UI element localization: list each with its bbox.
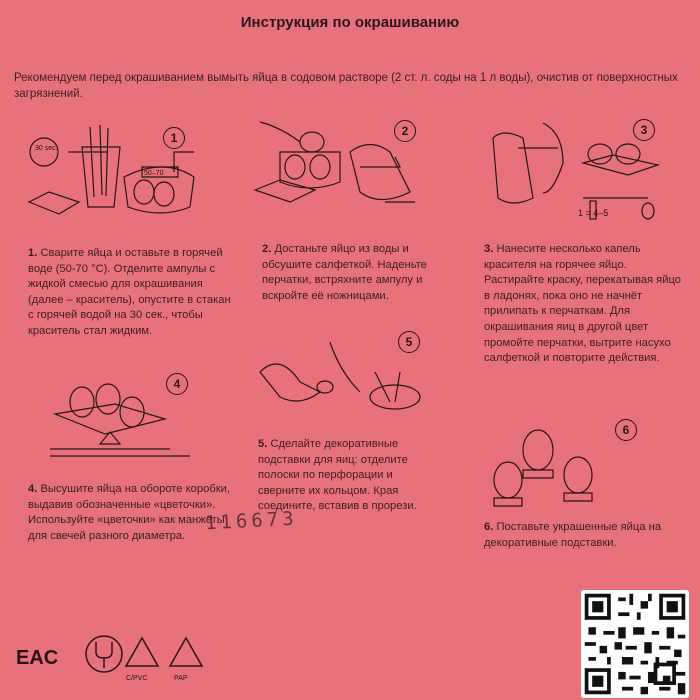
- step-lead-2: 2.: [262, 243, 272, 255]
- step-lead-3: 3.: [484, 243, 494, 255]
- step-body-1: Сварите яйца и оставьте в горячей воде (50-70 °С). Отделите ампулы с жидкой смесью для окрашивания (далее – краситель), опустите в стакан с горячей водой на 30 сек., чтобы краситель стал жидким.: [28, 247, 231, 337]
- step-number-1: 1: [163, 127, 185, 149]
- temp-label: 50–70: [144, 170, 164, 177]
- step-text-4: [28, 482, 233, 544]
- step-text-2: [262, 242, 437, 304]
- step4-illustration: [40, 374, 215, 472]
- step-number-6: 6: [615, 419, 637, 441]
- step-body-6: Поставьте украшенные яйца на декоративные подставки.: [484, 521, 662, 549]
- timer-label: 30 sec.: [35, 145, 58, 152]
- step-text-3: [484, 242, 689, 367]
- recycle-label-1: C/PVC: [126, 675, 148, 682]
- eac-logo: EAC: [16, 647, 59, 669]
- step-body-5: Сделайте декоративные подставки для яиц: отделите полоски по перфорации и сверните их кольцом. Края соедините, вставив в прорези.: [258, 438, 417, 513]
- step-number-4: 4: [166, 373, 188, 395]
- recycle-label-2: PAP: [174, 675, 188, 682]
- step-lead-1: 1.: [28, 247, 38, 259]
- step-body-4: Высушите яйца на обороте коробки, выдавив обозначенные «цветочки». Используйте «цветочки» как манжеты для свечей разного диаметра.: [28, 483, 230, 542]
- qr-code: [581, 590, 689, 698]
- step-number-5: 5: [398, 331, 420, 353]
- step-text-6: [484, 520, 684, 551]
- step-body-2: Достаньте яйцо из воды и обсушите салфеткой. Наденьте перчатки, встряхните ампулу и вскройте её ножницами.: [262, 243, 427, 302]
- page-title: Инструкция по окрашиванию: [240, 14, 460, 31]
- ratio-label: 1 = 4–5: [578, 208, 609, 218]
- stamp-code: 116673: [204, 507, 299, 535]
- step-text-5: [258, 437, 433, 515]
- step-lead-5: 5.: [258, 438, 268, 450]
- step6-illustration: [488, 420, 618, 520]
- step-number-2: 2: [394, 120, 416, 142]
- step-number-3: 3: [633, 119, 655, 141]
- step-text-1: [28, 246, 233, 340]
- certification-logos: [14, 632, 214, 692]
- step-body-3: Нанесите несколько капель красителя на горячее яйцо. Растирайте краску, перекатывая яйцо в ладонях, пока оно не начнёт прилипать к перчаткам. Для окрашивания яиц в другой цвет промойте перчатки, вытрите насухо салфеткой и повторите действия.: [484, 243, 681, 365]
- step-lead-6: 6.: [484, 521, 494, 533]
- intro-text: Рекомендуем перед окрашиванием вымыть яйца в содовом растворе (2 ст. л. соды на 1 л воды), очистив от поверхностных загрязнений.: [14, 72, 678, 100]
- step-lead-4: 4.: [28, 483, 38, 495]
